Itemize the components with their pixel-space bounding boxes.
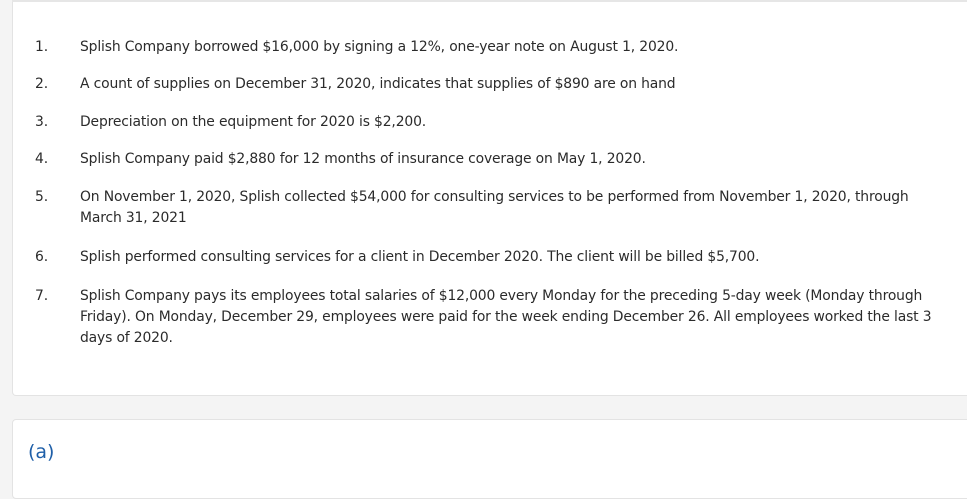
- item-number: 7.: [35, 288, 48, 304]
- part-label: (a): [28, 441, 55, 463]
- item-text: Splish Company pays its employees total salaries of $12,000 every Monday for the preceding 5-day week (Monday through Friday). On Monday, December 29, employees were paid for the week ending December 26. All employees worked the last 3 days of 2020.: [80, 288, 932, 346]
- item-text: Splish Company paid $2,880 for 12 months of insurance coverage on May 1, 2020.: [80, 151, 646, 167]
- item-number: 2.: [35, 76, 48, 92]
- item-text: Depreciation on the equipment for 2020 is $2,200.: [80, 114, 427, 130]
- item-number: 5.: [35, 189, 48, 205]
- item-number: 1.: [35, 39, 48, 55]
- item-text: Splish performed consulting services for a client in December 2020. The client will be billed $5,700.: [80, 249, 760, 265]
- item-number: 3.: [35, 114, 48, 130]
- item-text: Splish Company borrowed $16,000 by signing a 12%, one-year note on August 1, 2020.: [80, 39, 679, 55]
- item-text: A count of supplies on December 31, 2020, indicates that supplies of $890 are on hand: [80, 76, 676, 92]
- item-text: On November 1, 2020, Splish collected $54,000 for consulting services to be performed from November 1, 2020, through March 31, 2021: [80, 189, 909, 226]
- part-card: [12, 419, 967, 499]
- item-number: 4.: [35, 151, 48, 167]
- card-top-edge: [12, 0, 967, 2]
- item-number: 6.: [35, 249, 48, 265]
